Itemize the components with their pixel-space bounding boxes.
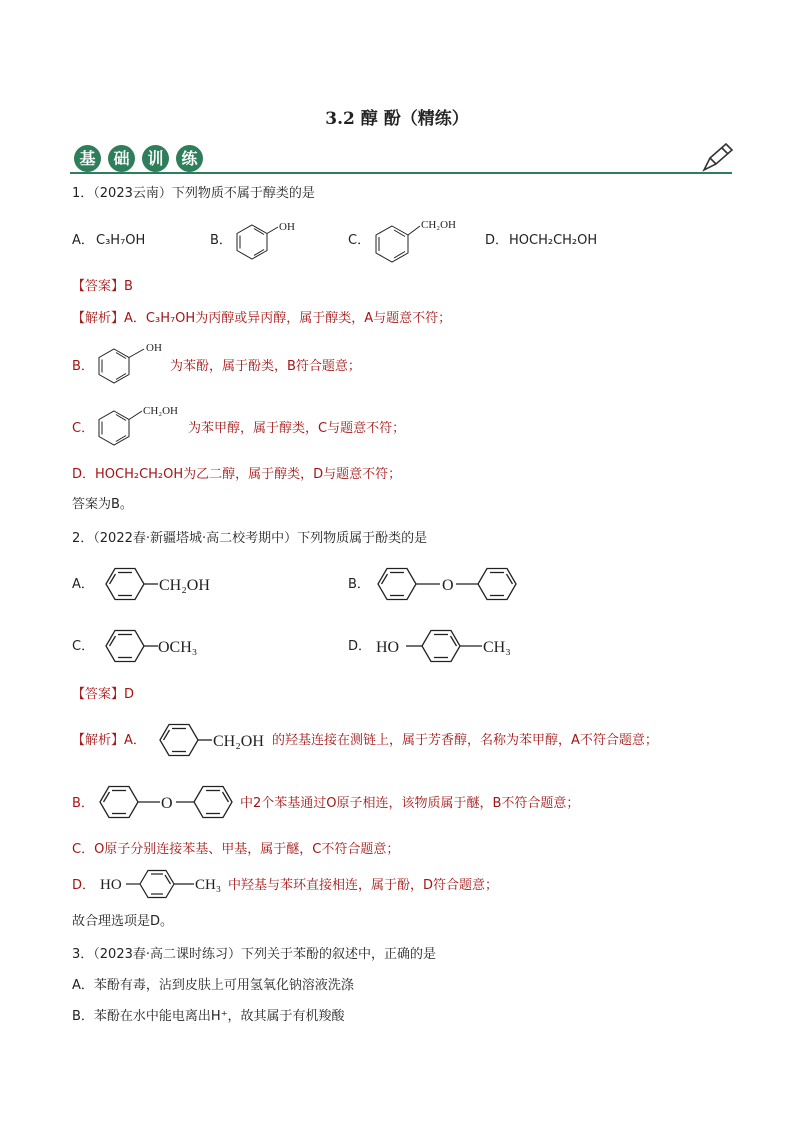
page-title: 3.2 醇 酚（精练） [325,109,469,129]
q2-analysis-d-label: D． [72,878,96,893]
q2-analysis-c: C．O原子分别连接苯基、甲基，属于醚，C不符合题意； [72,842,400,857]
q2-analysis-d-p-cresol-structure [98,866,228,906]
q1-analysis-c-text: 为苯甲醇，属于醇类，C与题意不符； [188,421,406,436]
q1-analysis-b-oh-label: OH [146,342,162,354]
q1-analysis-a [72,310,451,328]
q2-analysis-tag: 【解析】 [72,733,125,748]
q2-d-ch3-label: CH₃ [483,639,511,656]
q1-analysis-c-label: C． [72,421,95,436]
q2-analysis-a-text: 的羟基连接在测链上，属于芳香醇，名称为苯甲醇，A不符合题意； [272,733,658,748]
q1-conclusion: 答案为B。 [72,497,133,512]
q2-option-d-p-cresol-structure [374,624,534,668]
banner-char-2: 础 [108,145,135,172]
q1-analysis-d: D．HOCH₂CH₂OH为乙二醇，属于醇类，D与题意不符； [72,467,402,482]
q1-option-c-benzyl-alcohol-structure [368,212,468,268]
q1-analysis-tag: 【解析】 [72,311,125,326]
q2-analysis-d-ho-label: HO [100,877,122,893]
banner-rule [70,172,732,174]
q2-analysis-a-ch2oh-label: CH₂OH [213,733,264,750]
q2-option-a-benzyl-alcohol-structure [96,562,236,606]
q1-c-ch2oh-label: CH₂OH [421,219,457,231]
q2-option-d-label: D． [348,639,372,654]
q2-analysis-a-label [72,732,146,750]
q3-stem: 3．（2023春·高二课时练习）下列关于苯酚的叙述中，正确的是 [72,947,436,962]
banner-char-3: 训 [142,145,169,172]
q2-c-och3-label: OCH₃ [158,639,198,656]
q1-option-a-formula: C₃H₇OH [96,233,146,248]
banner-char-1: 基 [74,145,101,172]
q1-option-b-label: B． [210,233,232,248]
q1-option-c-label: C． [348,233,371,248]
q2-b-o-label: O [442,577,454,594]
q1-stem: 1．（2023云南）下列物质不属于醇类的是 [72,186,315,201]
q2-d-ho-label: HO [376,639,400,656]
q2-option-b-label: B． [348,577,370,592]
q2-stem: 2．（2022春·新疆塔城·高二校考期中）下列物质属于酚类的是 [72,531,428,546]
q1-analysis-b-label: B． [72,359,94,374]
q2-option-c-label: C． [72,639,95,654]
q2-analysis-b-label: B． [72,796,94,811]
q2-analysis-b-diphenyl-ether-structure [94,780,244,824]
q2-option-c-anisole-structure [96,624,226,668]
q2-analysis-d-text: 中羟基与苯环直接相连，属于酚，D符合题意； [228,878,499,893]
pencil-icon [698,142,736,174]
q1-analysis-c-ch2oh-label: CH₂OH [143,405,179,417]
q1-option-d-formula: HOCH₂CH₂OH [509,233,598,248]
q1-answer: 【答案】B [72,279,133,294]
q2-conclusion: 故合理选项是D。 [72,914,174,929]
q3-option-b: B．苯酚在水中能电离出H⁺，故其属于有机羧酸 [72,1009,345,1024]
q2-analysis-b-o-label: O [161,795,173,812]
q1-analysis-c-benzyl-alcohol-structure [92,398,192,452]
q1-analysis-b-phenol-structure [92,338,172,388]
q1-analysis-b-text: 为苯酚，属于酚类，B符合题意； [170,359,361,374]
q1-option-d-label: D． [485,233,509,248]
q2-analysis-b-text: 中2个苯基通过O原子相连，该物质属于醚，B不符合题意； [240,796,580,811]
q2-option-b-diphenyl-ether-structure [372,562,528,606]
q2-answer: 【答案】D [72,687,135,702]
q2-option-a-label: A． [72,577,94,592]
q3-option-a: A．苯酚有毒，沾到皮肤上可用氢氧化钠溶液洗涤 [72,978,354,993]
section-banner [70,142,732,178]
q1-option-b-phenol-structure [230,216,300,264]
q1-option-a-label: A． [72,233,94,248]
banner-char-4: 练 [176,145,203,172]
q2-analysis-d-ch3-label: CH₃ [195,877,222,893]
q1-analysis-a-text: A．C₃H₇OH为丙醇或异丙醇，属于醇类，A与题意不符； [124,311,452,326]
q1-b-oh-label: OH [279,221,295,233]
q2-analysis-a-letter: A． [124,733,146,748]
q2-a-ch2oh-label: CH₂OH [159,577,210,594]
q2-analysis-a-benzyl-alcohol-structure [152,718,282,762]
